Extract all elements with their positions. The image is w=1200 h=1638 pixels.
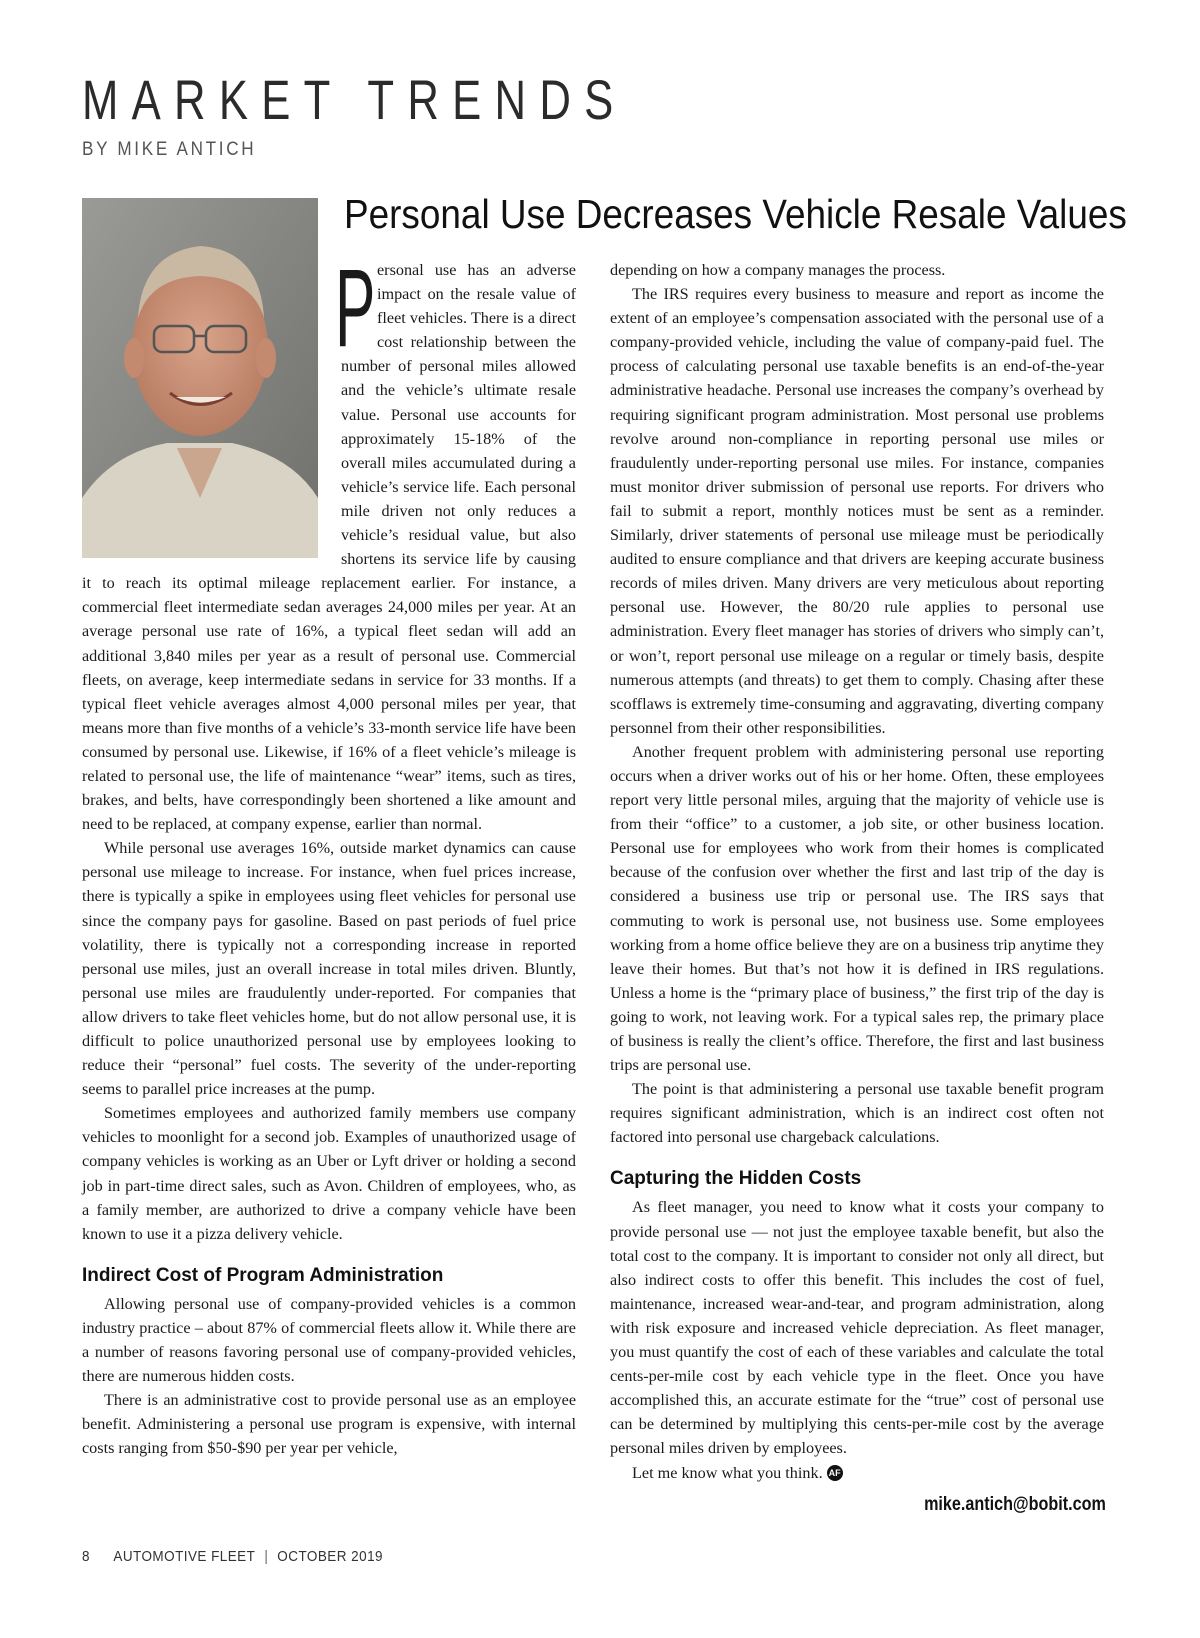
subheading-hidden-costs: Capturing the Hidden Costs [610,1168,862,1190]
article-paragraph: depending on how a company manages the process. [610,261,946,279]
subheading-indirect-cost: Indirect Cost of Program Administration [82,1264,444,1286]
article-closing-paragraph: Let me know what you think. AF [632,1463,841,1482]
af-end-mark-icon: AF [827,1465,843,1481]
byline: BY MIKE ANTICH [82,139,257,160]
author-email[interactable]: mike.antich@bobit.com [924,1494,1106,1515]
article-column-right [610,258,1104,1485]
photo-wrap-space [82,258,341,558]
article-paragraph: The IRS requires every business to measure and report as income the extent of an employee’s compensation associated with the personal use of a company-provided vehicle, including the value of company-paid fuel. The process of calculating personal use taxable benefits is an end-of-the-year administrative headache. Personal use increases the company’s overhead by requiring significant program administration. Most personal use problems revolve around non-compliance in reporting personal use miles or fraudulently under-reporting personal use miles. For instance, companies must monitor driver submission of personal use reports. For drivers who fail to submit a report, monthly notices must be sent as a reminder. Similarly, driver statements of personal use mileage must be periodically audited to ensure compliance and that drivers are keeping accurate business records of miles driven. Many drivers are very meticulous about reporting personal use. However, the 80/20 rule applies to personal use administration. Every fleet manager has stories of drivers who simply can’t, or won’t, report personal use mileage on a regular or timely basis, despite numerous attempts (and threats) to get them to comply. Chasing after these scofflaws is extremely time-consuming and aggravating, diverting company personnel from their other responsibilities. [610,285,1104,737]
article-paragraph: Allowing personal use of company-provided vehicles is a common industry practice – about 87% of commercial fleets allow it. While there are a number of reasons favoring personal use of company-provided vehicles, there are numerous hidden costs. [82,1294,576,1386]
drop-cap: P [335,247,376,370]
article-column-left [82,247,576,1461]
article-paragraph: The point is that administering a personal use taxable benefit program requires significant administration, which is an indirect cost often not factored into personal use chargeback calculations. [610,1080,1104,1147]
article-paragraph: While personal use averages 16%, outside market dynamics can cause personal use mileage to increase. For instance, when fuel prices increase, there is typically a spike in employees using fleet vehicles for personal use since the company pays for gasoline. Based on past periods of fuel price volatility, there is typically not a corresponding increase in reported personal use miles, just an overall increase in total miles driven. Bluntly, personal use miles are fraudulently under-reported. For companies that allow drivers to take fleet vehicles home, but do not allow personal use, it is difficult to police unauthorized personal use by employees looking to reduce their “personal” fuel costs. The severity of the under-reporting seems to parallel price increases at the pump. [82,839,576,1099]
footer-separator: | [264,1548,269,1565]
page-number: 8 [82,1548,90,1565]
article-paragraph: As fleet manager, you need to know what it costs your company to provide personal use — not just the employee taxable benefit, but also the total cost to the company. It is important to consider not only all direct, but also indirect costs to offer this benefit. This includes the cost of fuel, maintenance, increased wear-and-tear, and program administration, along with risk exposure and increased vehicle depreciation. As fleet manager, you must quantify the cost of each of these variables and calculate the total cents-per-mile cost by each vehicle type in the fleet. Once you have accomplished this, an accurate estimate for the “true” cost of personal use can be determined by multiplying this cents-per-mile cost by the average personal miles driven by employees. [610,1198,1104,1458]
article-paragraph: Personal use has an adverse impact on the resale value of fleet vehicles. There is a direct cost relationship between the number of personal miles allowed and the vehicle’s ultimate resale value. Personal use accounts for approximately 15-18% of the overall miles accumulated during a vehicle’s service life. Each personal mile driven not only reduces a vehicle’s residual value, but also shortens its service life by causing it to reach its optimal mileage replacement earlier. For instance, a commercial fleet intermediate sedan averages 24,000 miles per year. At an average personal use rate of 16%, a typical fleet sedan will add an additional 3,840 miles per year as a result of personal use. Commercial fleets, on average, keep intermediate sedans in service for 33 months. If a typical fleet vehicle averages almost 4,000 personal miles per year, that means more than five months of a vehicle’s 33-month service life have been consumed by personal use. Likewise, if 16% of a fleet vehicle’s mileage is related to personal use, the life of maintenance “wear” items, such as tires, brakes, and belts, have correspondingly been shortened a like amount and need to be replaced, at company expense, earlier than normal. [82,247,576,834]
article-headline: Personal Use Decreases Vehicle Resale Values [344,191,1127,237]
article-paragraph: Another frequent problem with administering personal use reporting occurs when a driver works out of his or her home. Often, these employees report very little personal miles, arguing that the majority of vehicle use is from their “office” to a customer, a job site, or other business location. Personal use for employees who work from their homes is complicated because of the confusion over whether the first and last trip of the day is considered a business use trip or personal use. The IRS says that commuting to work is personal use, not business use. Some employees working from a home office believe they are on a business trip anytime they leave their homes. But that’s not how it is defined in IRS regulations. Unless a home is the “primary place of business,” the first trip of the day is going to work, not leaving work. For a typical sales rep, the primary place of business is really the client’s office. Therefore, the first and last business trips are personal use. [610,742,1104,1075]
page-footer [82,1548,383,1565]
article-paragraph: Sometimes employees and authorized family members use company vehicles to moonlight for a second job. Examples of unauthorized usage of company vehicles is working as an Uber or Lyft driver or holding a second job in part-time direct sales, such as Avon. Children of employees, who, as a family member, are authorized to drive a company vehicle have been known to use it a pizza delivery vehicle. [82,1104,576,1243]
issue-date: OCTOBER 2019 [277,1548,384,1565]
publication-name: AUTOMOTIVE FLEET [113,1548,256,1565]
section-title: MARKET TRENDS [82,68,627,131]
article-paragraph: There is an administrative cost to provide personal use as an employee benefit. Administering a personal use program is expensive, with internal costs ranging from $50-$90 per year per vehicle, [82,1391,576,1458]
